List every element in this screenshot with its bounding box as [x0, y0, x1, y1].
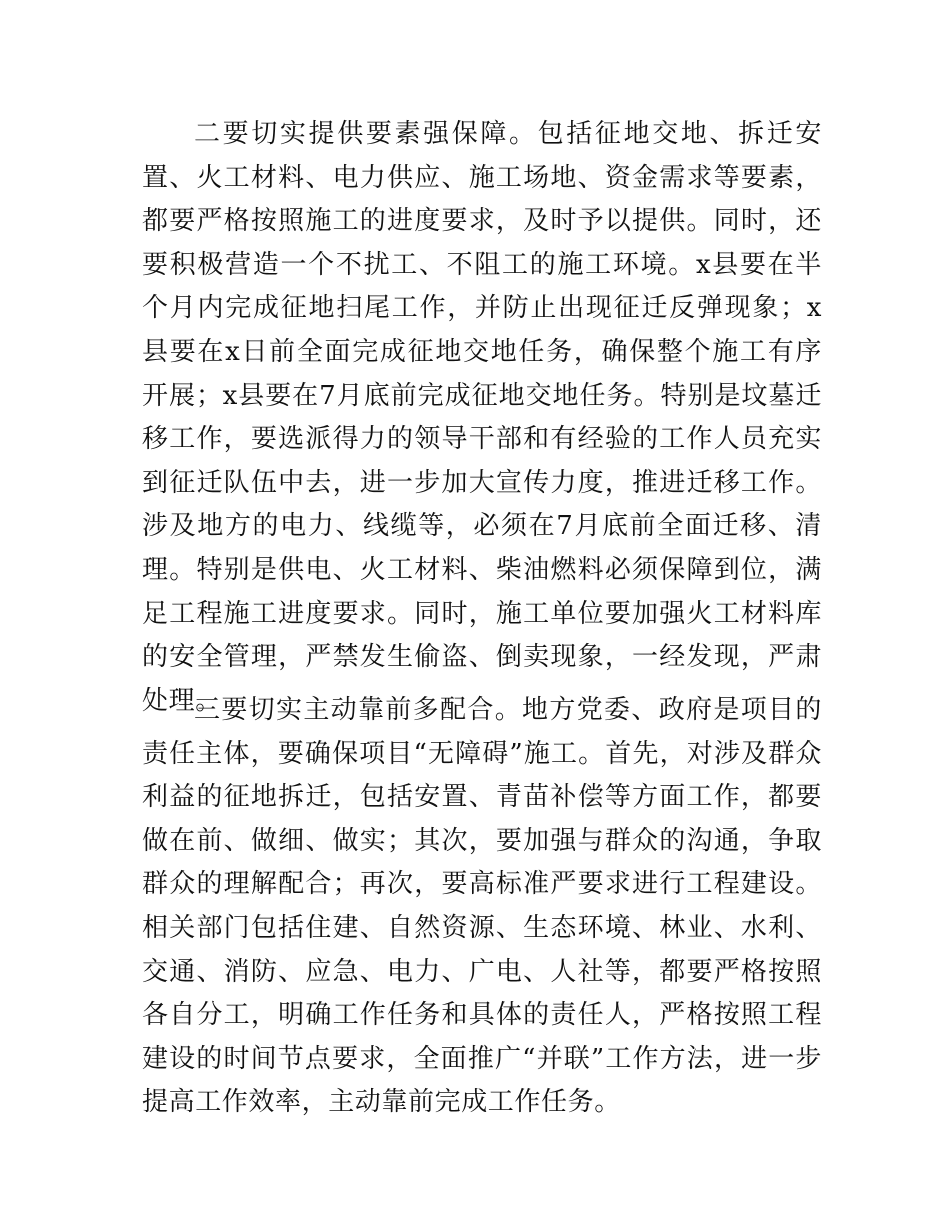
- paragraph-active-cooperation: 三要切实主动靠前多配合。地方党委、政府是项目的责任主体，要确保项目“无障碍”施工。首先，对涉及群众利益的征地拆迁，包括安置、青苗补偿等方面工作，都要做在前、做细、做实；其次，要加强与群众的沟通，争取群众的理解配合；再次，要高标准严要求进行工程建设。相关部门包括住建、自然资源、生态环境、林业、水利、交通、消防、应急、电力、广电、人社等，都要严格按照各自分工，明确工作任务和具体的责任人，严格按照工程建设的时间节点要求，全面推广“并联”工作方法，进一步提高工作效率，主动靠前完成工作任务。: [142, 695, 822, 1118]
- paragraph-factor-guarantee: 二要切实提供要素强保障。包括征地交地、拆迁安置、火工材料、电力供应、施工场地、资金需求等要素，都要严格按照施工的进度要求，及时予以提供。同时，还要积极营造一个不扰工、不阻工的施工环境。x县要在半个月内完成征地扫尾工作，并防止出现征迁反弹现象；x县要在x日前全面完成征地交地任务，确保整个施工有序开展；x县要在7月底前完成征地交地任务。特别是坟墓迁移工作，要选派得力的领导干部和有经验的工作人员充实到征迁队伍中去，进一步加大宣传力度，推进迁移工作。涉及地方的电力、线缆等，必须在7月底前全面迁移、清理。特别是供电、火工材料、柴油燃料必须保障到位，满足工程施工进度要求。同时，施工单位要加强火工材料库的安全管理，严禁发生偷盗、倒卖现象，一经发现，严肃处理。: [142, 119, 822, 716]
